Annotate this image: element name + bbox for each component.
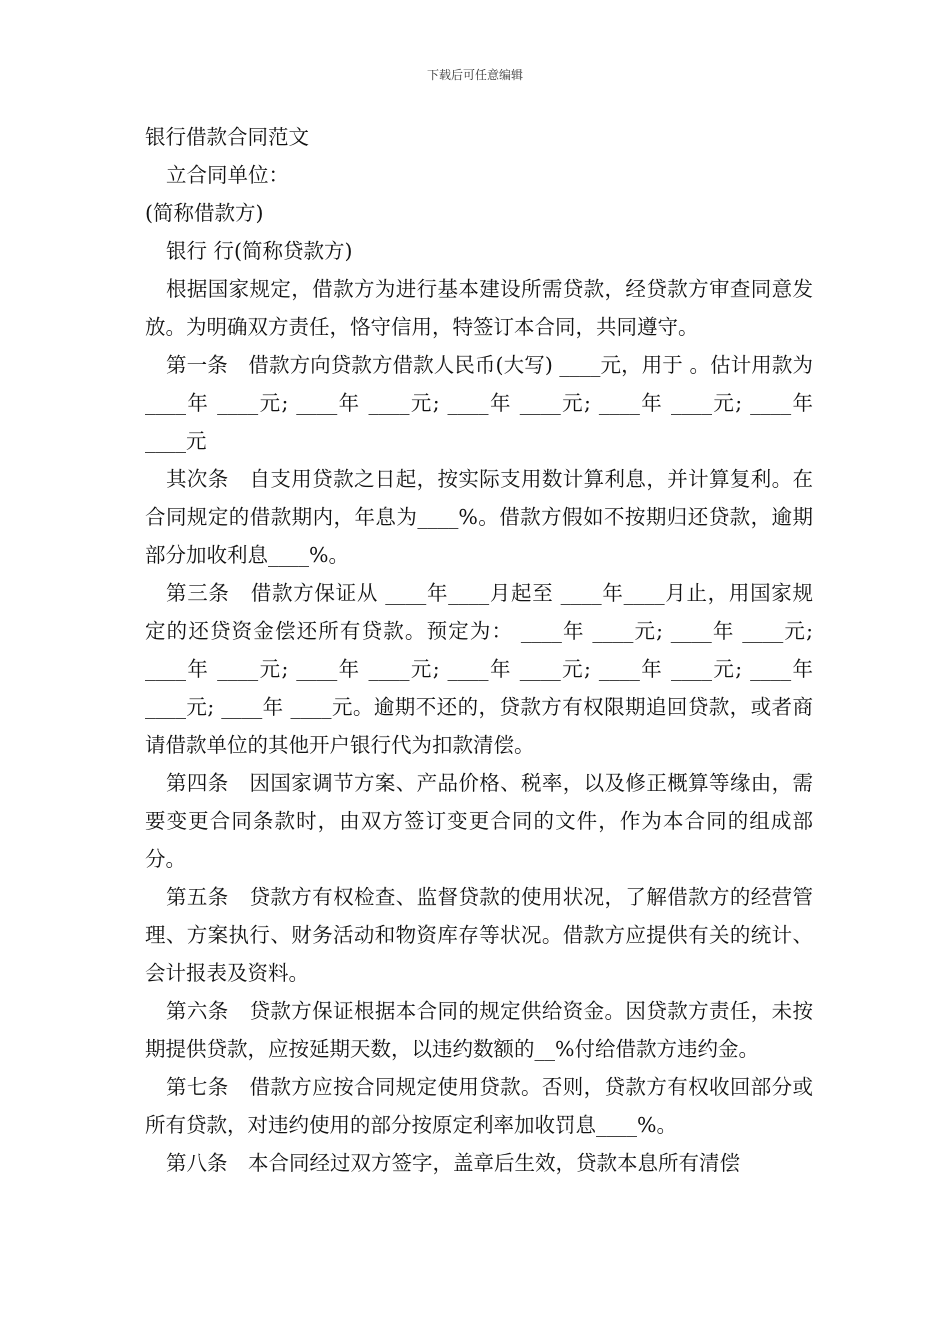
paragraph-article-7: 第七条 借款方应按合同规定使用贷款。否则，贷款方有权收回部分或所有贷款，对违约使用的部分按原定利率加收罚息____%。: [145, 1075, 813, 1137]
paragraph-article-4: 第四条 因国家调节方案、产品价格、税率，以及修正概算等缘由，需要变更合同条款时，由双方签订变更合同的文件，作为本合同的组成部分。: [145, 771, 813, 871]
party-line: 立合同单位：: [166, 163, 289, 187]
paragraph-preamble: 根据国家规定，借款方为进行基本建设所需贷款，经贷款方审查同意发放。为明确双方责任，恪守信用，特签订本合同，共同遵守。: [145, 277, 813, 339]
party-line: 银行 行(简称贷款方): [166, 239, 353, 263]
paragraph-article-8: 第八条 本合同经过双方签字，盖章后生效，贷款本息所有清偿: [166, 1151, 740, 1175]
page-header-note: 下载后可任意编辑: [426, 68, 523, 82]
contract-body: [145, 118, 813, 1182]
paragraph-article-5: 第五条 贷款方有权检查、监督贷款的使用状况，了解借款方的经营管理、方案执行、财务活动和物资库存等状况。借款方应提供有关的统计、会计报表及资料。: [145, 885, 813, 985]
paragraph-article-1: 第一条 借款方向贷款方借款人民币(大写) ____元，用于 。估计用款为 ____年 ____元; ____年 ____元; ____年 ____元; ____年 ____元; ____年 ____元: [145, 353, 813, 453]
paragraph-article-6: 第六条 贷款方保证根据本合同的规定供给资金。因贷款方责任，未按期提供贷款，应按延期天数，以违约数额的__%付给借款方违约金。: [145, 999, 813, 1061]
contract-title: 银行借款合同范文: [145, 125, 309, 149]
paragraph-article-2: 其次条 自支用贷款之日起，按实际支用数计算利息，并计算复利。在合同规定的借款期内，年息为____%。借款方假如不按期归还贷款，逾期部分加收利息____%。: [145, 467, 813, 567]
paragraph-article-3: 第三条 借款方保证从 ____年____月起至 ____年____月止，用国家规定的还贷资金偿还所有贷款。预定为： ____年 ____元; ____年 ____元; ____年 ____元; ____年 ____元; ____年 ____元; ____年 ____元; ____年 ____元; ____年 ____元。逾期不还的，贷款方有权限期追回贷款，或者商请借款单位的其他开户银行代为扣款清偿。: [145, 581, 813, 757]
party-line: (简称借款方): [145, 201, 264, 225]
